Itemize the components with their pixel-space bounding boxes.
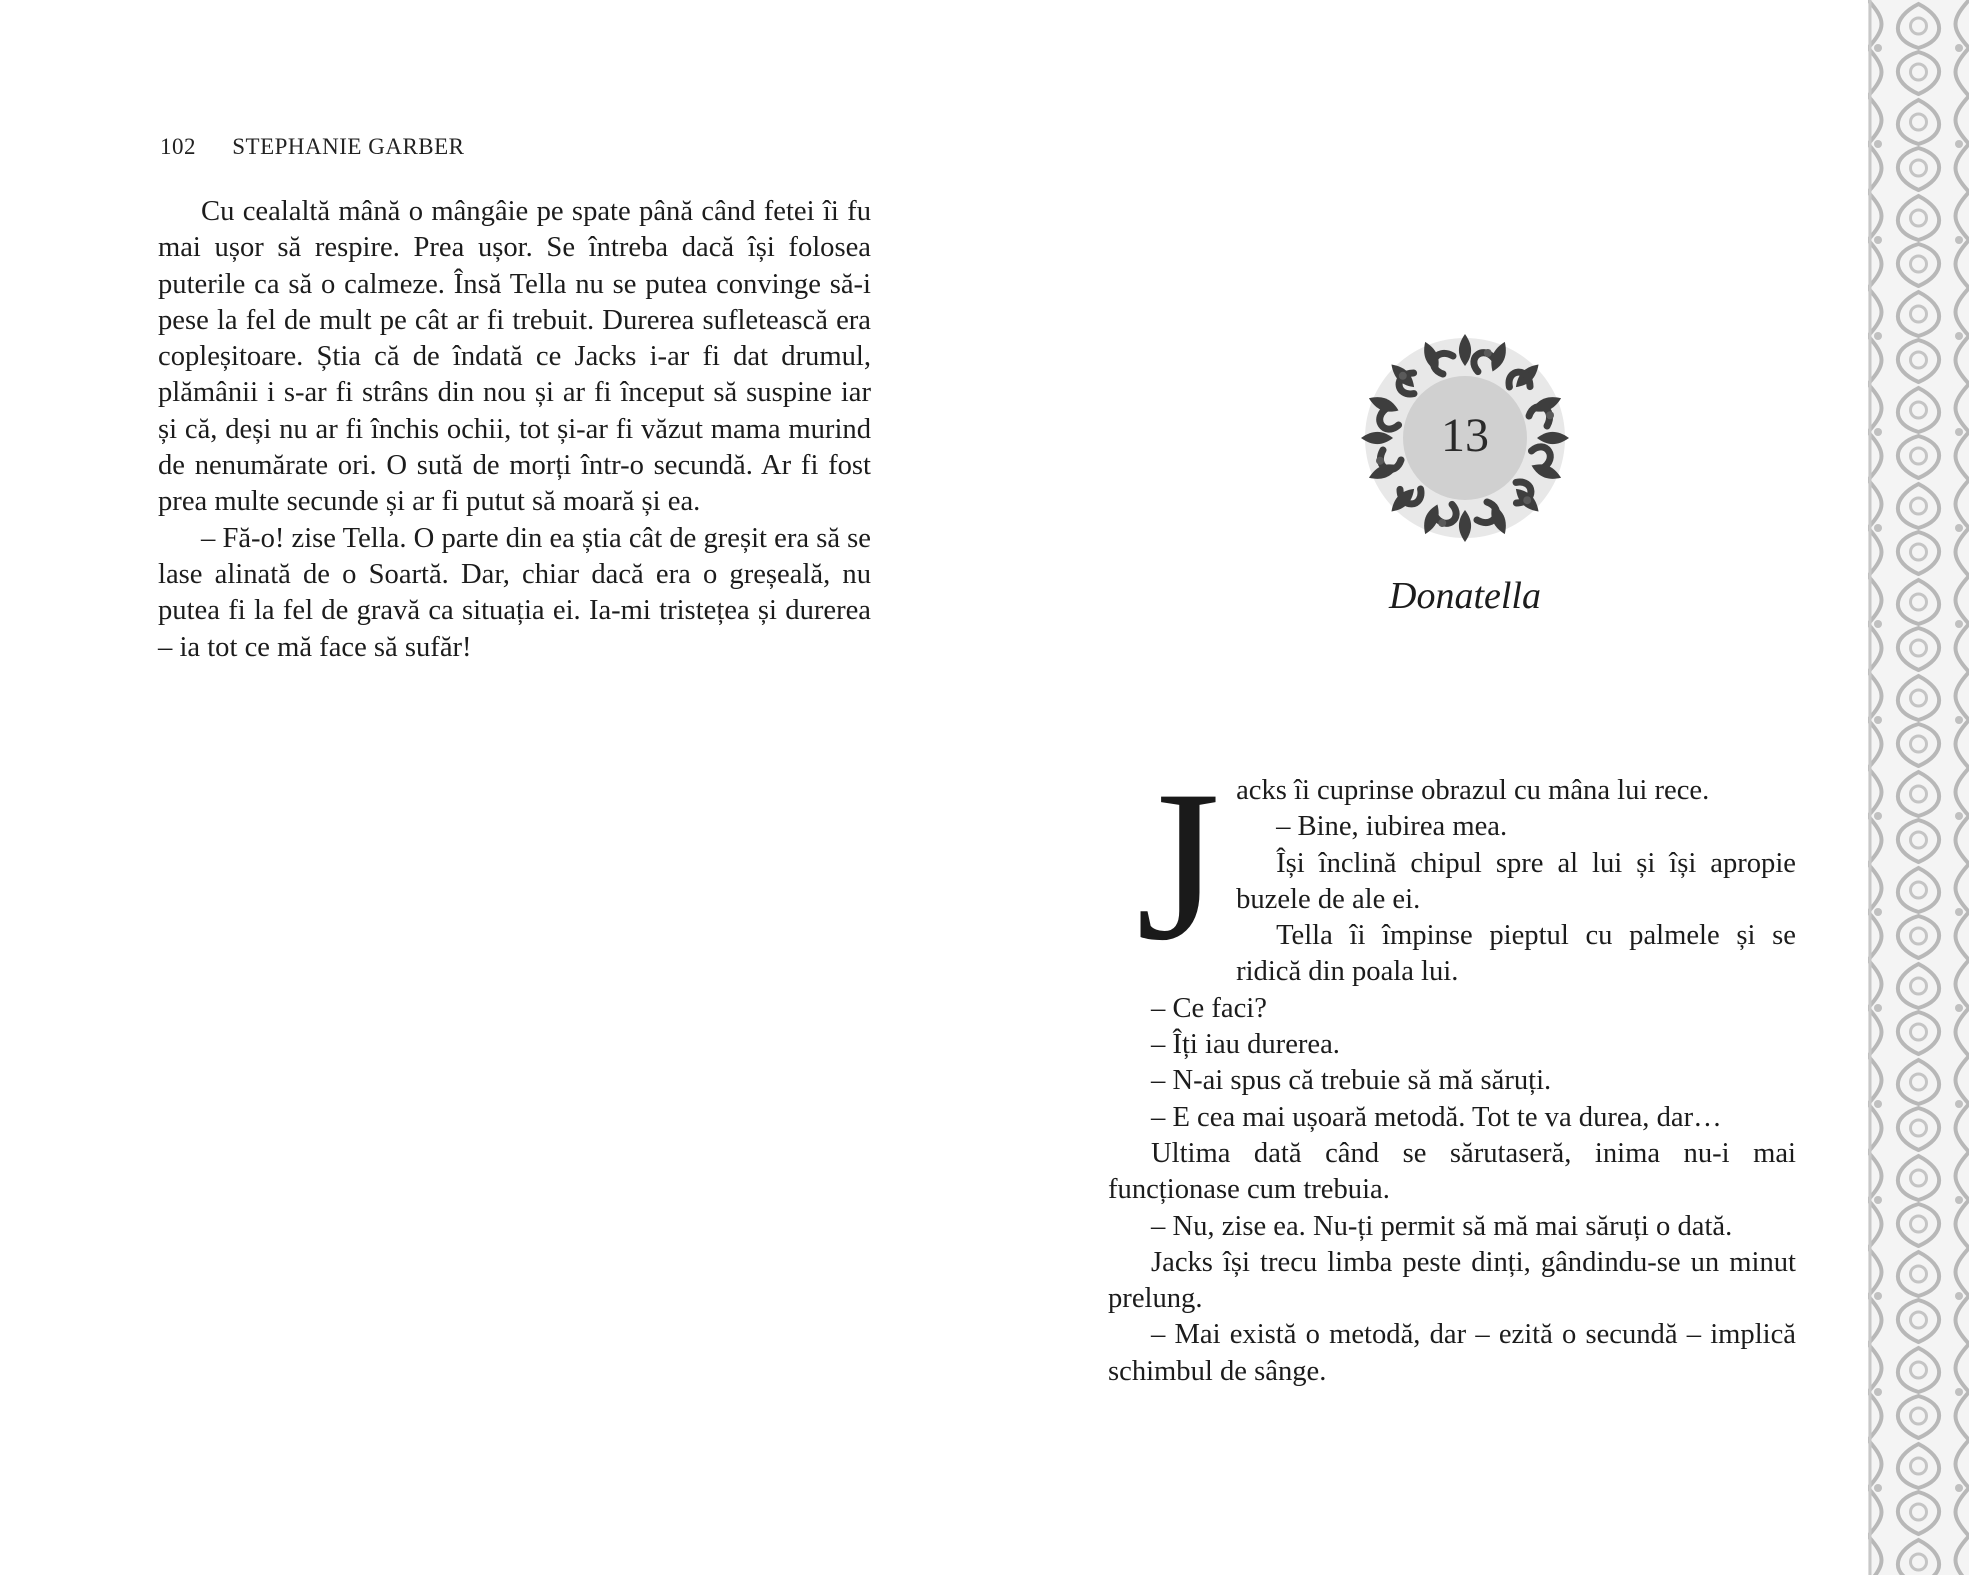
paragraph: – Fă-o! zise Tella. O parte din ea știa cât de greșit era să se lase alinată de o Soartă. Dar, chiar dacă era o greșeală, nu putea fi la fel de gravă ca situația ei. Ia-mi tristețea și durerea – ia tot ce mă face să sufăr!	[158, 522, 871, 663]
paragraph: Jacks își trecu limba peste dinți, gândindu-se un minut prelung.	[1108, 1246, 1796, 1315]
left-body-text	[158, 194, 871, 666]
paragraph: Își înclină chipul spre al lui și își apropie buzele de ale ei.	[1236, 847, 1796, 915]
chapter-number: 13	[1441, 409, 1489, 462]
author-name: STEPHANIE GARBER	[232, 134, 465, 159]
page-number: 102	[160, 134, 196, 159]
right-body-text	[1108, 746, 1796, 1390]
running-head	[160, 134, 465, 160]
paragraph: – Bine, iubirea mea.	[1276, 811, 1508, 843]
paragraph: – E cea mai ușoară metodă. Tot te va durea, dar…	[1151, 1101, 1722, 1133]
paragraph: – Nu, zise ea. Nu-ți permit să mă mai săruți o dată.	[1151, 1210, 1733, 1242]
decorative-border-pattern-icon	[1868, 0, 1969, 1575]
paragraph: – Mai există o metodă, dar – ezită o secundă – implică schimbul de sânge.	[1108, 1319, 1796, 1387]
drop-cap: J	[1136, 746, 1221, 985]
chapter-title: Donatella	[1389, 575, 1541, 617]
paragraph: – Îți iau durerea.	[1151, 1029, 1340, 1061]
right-page	[980, 0, 1860, 1575]
paragraph: Tella îi împinse pieptul cu palmele și se ridică din poala lui.	[1236, 920, 1796, 988]
left-page	[0, 0, 980, 1575]
paragraph: Ultima dată când se sărutaseră, inima nu-i mai funcționase cum trebuia.	[1108, 1137, 1796, 1206]
paragraph: – N-ai spus că trebuie să mă săruți.	[1151, 1065, 1552, 1097]
paragraph: acks îi cuprinse obrazul cu mâna lui rece.	[1236, 775, 1710, 806]
paragraph: Cu cealaltă mână o mângâie pe spate până când fetei îi fu mai ușor să respire. Prea ușor. Se întreba dacă își folosea puterile ca să o calmeze. Însă Tella nu se putea convinge să-i pese la fel de mult pe cât ar fi trebuit. Durerea sufletească era copleșitoare. Știa că de îndată ce Jacks i-ar fi dat drumul, plămânii i s-ar fi strâns din nou și ar fi început să suspine iar și că, deși nu ar fi închis ochii, tot și-ar fi văzut mama murind de nenumărate ori. O sută de morți într-o secundă. Ar fi fost prea multe secunde și ar fi putut să moară și ea.	[158, 196, 871, 518]
paragraph: – Ce faci?	[1151, 992, 1267, 1024]
